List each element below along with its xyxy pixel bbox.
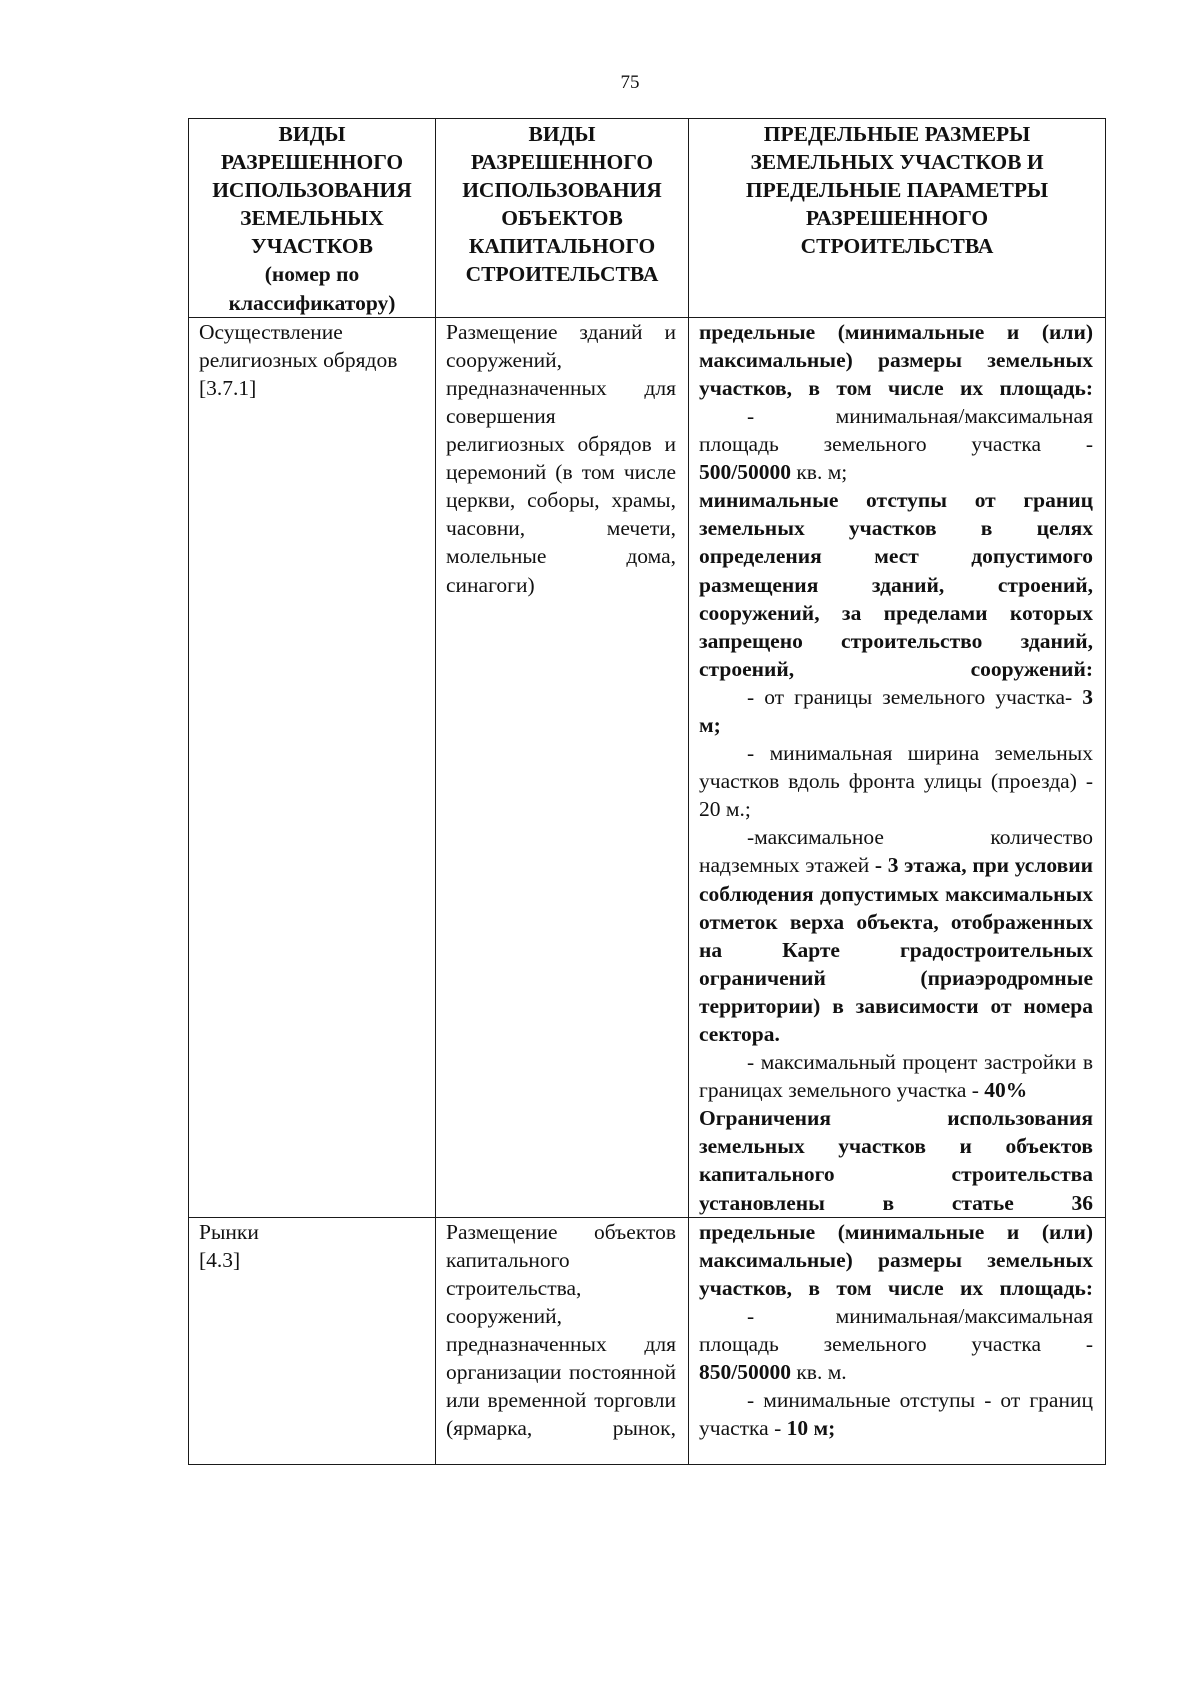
capital-objects-cell bbox=[436, 317, 689, 1217]
area-limit: - минимальная/максимальная площадь земельного участка - bbox=[699, 403, 1093, 457]
capital-objects-cell bbox=[436, 1217, 689, 1464]
coverage-limit: - максимальный процент застройки в границах земельного участка - 40% bbox=[699, 1050, 1093, 1103]
size-limits-heading: предельные (минимальные и (или) максимальные) размеры земельных участков, в том числе их площадь: bbox=[699, 319, 1093, 400]
land-use-kind-name: Рынки bbox=[199, 1219, 259, 1244]
restrictions-note: Ограничения использования земельных участков и объектов капитального строительства установлены в статье 36 bbox=[699, 1106, 1093, 1215]
table-header-row bbox=[189, 119, 1106, 318]
zoning-regulations-table bbox=[188, 118, 1106, 1465]
classifier-code: [4.3] bbox=[199, 1247, 241, 1272]
header-land-use-kinds: ВИДЫ РАЗРЕШЕННОГО ИСПОЛЬЗОВАНИЯ ЗЕМЕЛЬНЫХ УЧАСТКОВ (номер по классификатору) bbox=[189, 119, 436, 318]
capital-objects-description: Размещение объектов капитального строительства, сооружений, предназначенных для организации постоянной или временной торговли (ярмарка, рынок, bbox=[446, 1219, 676, 1441]
header-capital-objects: ВИДЫ РАЗРЕШЕННОГО ИСПОЛЬЗОВАНИЯ ОБЪЕКТОВ КАПИТАЛЬНОГО СТРОИТЕЛЬСТВА bbox=[436, 119, 689, 318]
area-limit-value: 500/50000 кв. м; bbox=[699, 460, 848, 485]
page-number: 75 bbox=[620, 72, 640, 93]
limit-parameters-cell bbox=[689, 1217, 1106, 1464]
area-limit-value: 850/50000 кв. м. bbox=[699, 1360, 847, 1385]
setbacks-heading: минимальные отступы от границ земельных участков в целях определения мест допустимого размещения зданий, строений, сооружений, за пределами которых запрещено строительство зданий, строений, сооружений: bbox=[699, 488, 1093, 681]
land-use-kind-cell bbox=[189, 317, 436, 1217]
capital-objects-description: Размещение зданий и сооружений, предназначенных для совершения религиозных обрядов и церемоний (в том числе церкви, соборы, храмы, часовни, мечети, молельные дома, синагоги) bbox=[446, 319, 676, 597]
frontage-width-limit: - минимальная ширина земельных участков вдоль фронта улицы (проезда) - 20 м.; bbox=[699, 741, 1093, 822]
land-use-kind-cell bbox=[189, 1217, 436, 1464]
classifier-code: [3.7.1] bbox=[199, 375, 257, 400]
limit-parameters-cell bbox=[689, 317, 1106, 1217]
setback-limit: - от границы земельного участка- 3 м; bbox=[699, 684, 1093, 737]
floors-limit: -максимальное количество надземных этажей - 3 этажа, при условии соблюдения допустимых максимальных отметок верха объекта, отображенных на Карте градостроительных ограничений (приаэродромные территории) в зависимости от номера сектора. bbox=[699, 825, 1093, 1046]
size-limits-heading: предельные (минимальные и (или) максимальные) размеры земельных участков, в том числе их площадь: bbox=[699, 1219, 1093, 1300]
table-row bbox=[189, 1217, 1106, 1464]
setback-limit: - минимальные отступы - от границ участка - 10 м; bbox=[699, 1388, 1093, 1441]
table-row bbox=[189, 317, 1106, 1217]
land-use-kind-name: Осуществление религиозных обрядов bbox=[199, 319, 398, 372]
area-limit: - минимальная/максимальная площадь земельного участка - bbox=[699, 1303, 1093, 1357]
header-limit-parameters: ПРЕДЕЛЬНЫЕ РАЗМЕРЫ ЗЕМЕЛЬНЫХ УЧАСТКОВ И ПРЕДЕЛЬНЫЕ ПАРАМЕТРЫ РАЗРЕШЕННОГО СТРОИТЕЛЬСТВА bbox=[689, 119, 1106, 318]
